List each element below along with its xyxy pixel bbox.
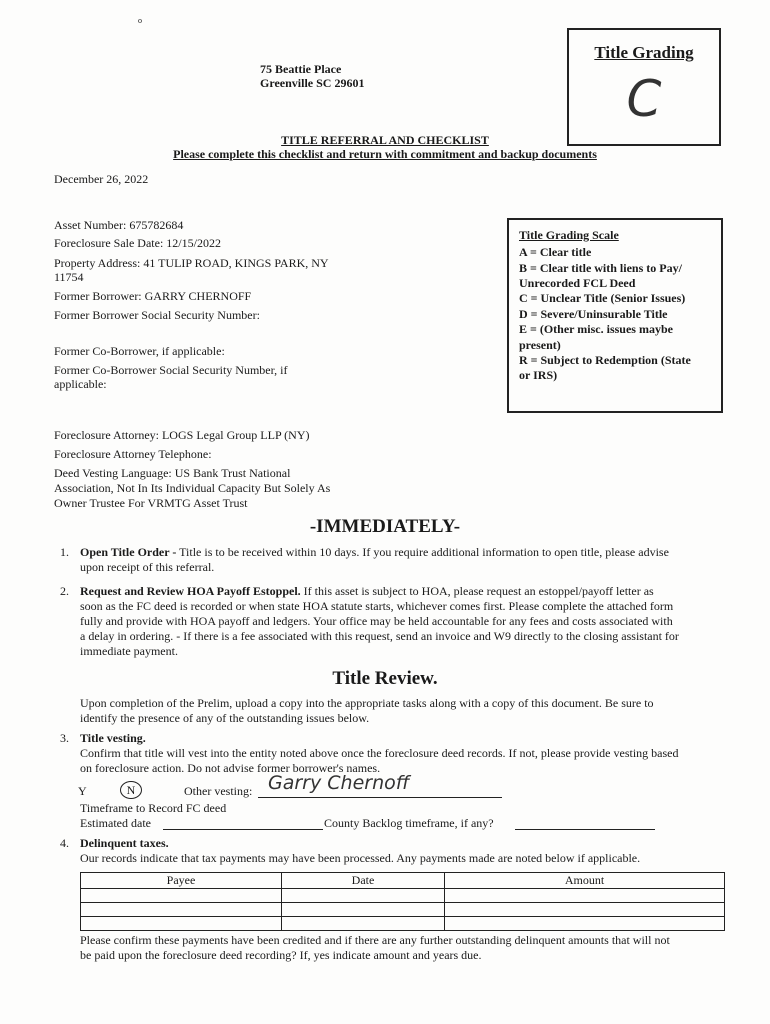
estimated-date-field[interactable] xyxy=(163,829,323,830)
table-cell[interactable] xyxy=(81,889,282,903)
column-header-amount: Amount xyxy=(445,873,725,889)
document-title: TITLE REFERRAL AND CHECKLIST xyxy=(281,133,489,147)
table-cell[interactable] xyxy=(282,917,445,931)
table-row xyxy=(81,917,725,931)
document-date: December 26, 2022 xyxy=(54,172,149,186)
item-text: on foreclosure action. Do not advise former borrower's names. xyxy=(80,761,381,775)
scale-item: C = Unclear Title (Senior Issues) xyxy=(519,291,686,306)
document-subtitle: Please complete this checklist and return with commitment and backup documents xyxy=(173,147,597,161)
table-cell[interactable] xyxy=(445,917,725,931)
county-backlog-field[interactable] xyxy=(515,829,655,830)
item-text: Our records indicate that tax payments may have been processed. Any payments made are noted below if applicable. xyxy=(80,851,641,865)
title-grading-scale-box xyxy=(507,218,723,413)
address-line-1: 75 Beattie Place xyxy=(260,62,342,76)
estimated-date-label: Estimated date xyxy=(80,816,151,830)
column-header-date: Date xyxy=(282,873,445,889)
item-number: 2. xyxy=(60,584,69,598)
item-text: Title is to be received within 10 days. If you require additional information to open title, please advise xyxy=(176,545,669,559)
review-intro-line: identify the presence of any of the outstanding issues below. xyxy=(80,711,370,725)
vesting-yes-option[interactable]: Y xyxy=(78,784,87,798)
item-number: 4. xyxy=(60,836,69,850)
item-number: 1. xyxy=(60,545,69,559)
confirm-line: Please confirm these payments have been credited and if there are any further outstanding delinquent amounts that will not xyxy=(80,933,670,947)
item-delinquent-taxes xyxy=(80,836,720,866)
table-row xyxy=(81,903,725,917)
vesting-no-option[interactable] xyxy=(120,781,142,799)
deed-vesting-line3: Owner Trustee For VRMTG Asset Trust xyxy=(54,496,248,510)
timeframe-label: Timeframe to Record FC deed xyxy=(80,801,227,815)
deed-vesting-line2: Association, Not In Its Individual Capacity But Solely As xyxy=(54,481,331,495)
scale-item: or IRS) xyxy=(519,368,558,383)
title-grading-label: Title Grading xyxy=(594,43,694,62)
scale-title: Title Grading Scale xyxy=(519,228,619,242)
tax-payments-table xyxy=(80,872,725,931)
item-text: a delay in ordering. - If there is a fee associated with this request, send an invoice and W9 directly to the closing assistant for xyxy=(80,629,679,643)
confirm-line: be paid upon the foreclosure deed recording? If, yes indicate amount and years due. xyxy=(80,948,482,962)
scale-item: B = Clear title with liens to Pay/ xyxy=(519,260,682,275)
table-row xyxy=(81,889,725,903)
scale-item: Unrecorded FCL Deed xyxy=(519,276,636,291)
column-header-payee: Payee xyxy=(81,873,282,889)
former-borrower: Former Borrower: GARRY CHERNOFF xyxy=(54,289,252,303)
title-review-heading: Title Review. xyxy=(332,668,438,689)
item-title-vesting xyxy=(80,731,720,776)
borrower-ssn: Former Borrower Social Security Number: xyxy=(54,308,260,322)
property-zip: 11754 xyxy=(54,270,84,284)
scale-item: present) xyxy=(519,337,561,352)
scale-item: D = Severe/Uninsurable Title xyxy=(519,306,668,321)
item-text: fully and provide with HOA payoff and ledgers. Your office may be held accountable for any fees and costs associated with xyxy=(80,614,673,628)
co-borrower-ssn-line1: Former Co-Borrower Social Security Number, if xyxy=(54,363,288,377)
asset-number: Asset Number: 675782684 xyxy=(54,218,184,232)
table-cell[interactable] xyxy=(81,917,282,931)
item-title: Title vesting. xyxy=(80,731,146,745)
co-borrower-ssn-line2: applicable: xyxy=(54,377,107,391)
item-hoa-payoff xyxy=(80,584,720,659)
table-cell[interactable] xyxy=(445,903,725,917)
other-vesting-line[interactable] xyxy=(258,797,502,798)
no-circled: N xyxy=(120,781,142,799)
property-address: Property Address: 41 TULIP ROAD, KINGS PARK, NY xyxy=(54,256,329,270)
item-text: soon as the FC deed is recorded or when state HOA statute starts, whichever comes first. Please complete the attached form xyxy=(80,599,674,613)
table-cell[interactable] xyxy=(282,903,445,917)
county-backlog-label: County Backlog timeframe, if any? xyxy=(324,816,494,830)
co-borrower: Former Co-Borrower, if applicable: xyxy=(54,344,225,358)
table-header-row xyxy=(81,873,725,889)
table-cell[interactable] xyxy=(81,903,282,917)
review-intro xyxy=(80,696,720,726)
title-grading-box xyxy=(567,28,721,146)
confirm-payments-paragraph xyxy=(80,933,720,963)
review-intro-line: Upon completion of the Prelim, upload a copy into the appropriate tasks along with a copy of this document. Be sure to xyxy=(80,696,654,710)
scale-item: E = (Other misc. issues maybe xyxy=(519,322,673,337)
foreclosure-sale-date: Foreclosure Sale Date: 12/15/2022 xyxy=(54,236,221,250)
item-title: Delinquent taxes. xyxy=(80,836,169,850)
table-cell[interactable] xyxy=(282,889,445,903)
deed-vesting-line1: Deed Vesting Language: US Bank Trust National xyxy=(54,466,291,480)
item-title: Request and Review HOA Payoff Estoppel. xyxy=(80,584,301,598)
address-line-2: Greenville SC 29601 xyxy=(260,76,365,90)
item-text: immediate payment. xyxy=(80,644,178,658)
scale-item: A = Clear title xyxy=(519,245,592,260)
item-text: upon receipt of this referral. xyxy=(80,560,215,574)
item-open-title-order xyxy=(80,545,720,575)
item-title: Open Title Order - xyxy=(80,545,177,559)
item-number: 3. xyxy=(60,731,69,745)
table-cell[interactable] xyxy=(445,889,725,903)
foreclosure-attorney: Foreclosure Attorney: LOGS Legal Group LLP (NY) xyxy=(54,428,310,442)
item-text: Confirm that title will vest into the entity noted above once the foreclosure deed records. If not, please provide vesting based xyxy=(80,746,679,760)
attorney-telephone: Foreclosure Attorney Telephone: xyxy=(54,447,212,461)
title-grading-value: C xyxy=(626,70,662,128)
item-text: If this asset is subject to HOA, please request an estoppel/payoff letter as xyxy=(300,584,654,598)
scale-item: R = Subject to Redemption (State xyxy=(519,352,691,367)
immediately-heading: -IMMEDIATELY- xyxy=(309,516,461,537)
other-vesting-handwritten: Garry Chernoff xyxy=(268,772,410,794)
other-vesting-label: Other vesting: xyxy=(184,784,253,798)
stray-mark: o xyxy=(138,16,142,25)
